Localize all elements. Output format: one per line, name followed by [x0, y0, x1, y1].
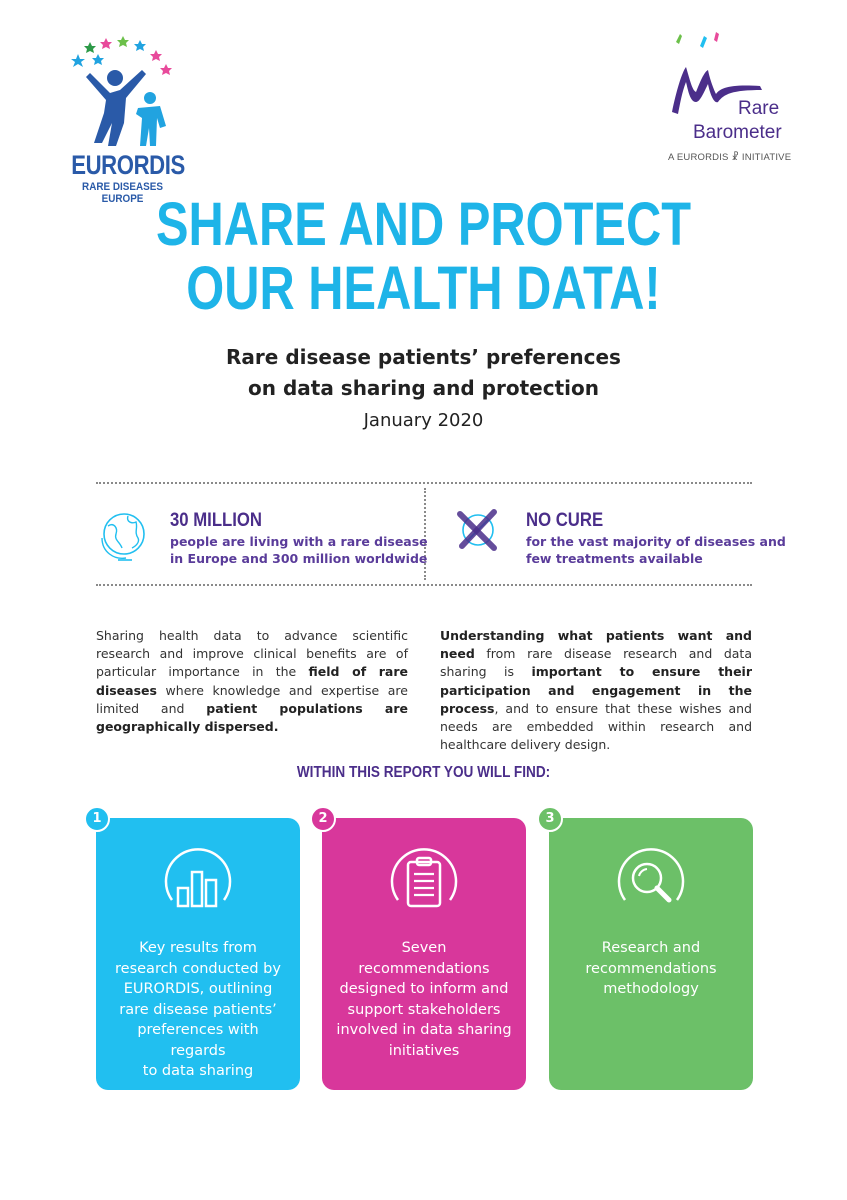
bold-run: field of rare diseases: [96, 664, 408, 698]
bold-run: Understanding what patients want and need: [440, 628, 752, 662]
fact-line: in Europe and 300 million worldwide: [170, 551, 428, 566]
bar-chart-icon: [158, 844, 238, 924]
fact-headline: 30 MILLION: [170, 510, 262, 531]
fact-description: [170, 533, 430, 567]
card-line: Key results from: [139, 940, 257, 956]
subtitle: [0, 342, 847, 404]
card-line: methodology: [603, 981, 699, 997]
eurordis-name: EURORDIS: [71, 150, 185, 180]
text-run: Sharing health data to advance scientific research and improve clinical benefits are of particular importance in the: [96, 628, 408, 680]
subtitle-line-1: Rare disease patients’ preferences: [226, 345, 621, 369]
eurordis-logo: [60, 28, 185, 205]
card-line: Seven recommendations: [358, 940, 490, 977]
card-line: research conducted by: [115, 960, 281, 977]
rare-barometer-logo: [660, 32, 810, 172]
card-line: to data sharing: [142, 1063, 254, 1079]
facts-panel: [96, 482, 786, 586]
crossed-pill-icon: [456, 508, 500, 552]
intro-paragraph-left: [96, 627, 408, 736]
card-line: Research and: [601, 940, 701, 956]
card-number-badge: 2: [310, 806, 336, 832]
card-line: involved in data sharing: [336, 1022, 512, 1038]
title-line-1: SHARE AND PROTECT: [155, 190, 692, 258]
intro-paragraph-right: [440, 627, 752, 754]
text-run: from rare disease research and data sharing is: [440, 646, 752, 680]
publication-date: January 2020: [363, 410, 484, 431]
eurordis-tagline: RARE DISEASES EUROPE: [82, 181, 163, 205]
card-line: support stakeholders: [347, 1001, 501, 1018]
card-line: preferences with regards: [137, 1022, 259, 1059]
subtitle-line-2: on data sharing and protection: [248, 376, 599, 400]
card-line: EURORDIS, outlining: [123, 981, 273, 997]
card-number-badge: 1: [84, 806, 110, 832]
report-card-recommendations: [318, 811, 526, 1090]
initiative-caption: A EURORDIS ☧ INITIATIVE: [668, 152, 792, 163]
report-card-key-results: [92, 811, 300, 1090]
card-number-badge: 3: [537, 806, 563, 832]
clipboard-icon: [384, 844, 464, 924]
fact-headline: NO CURE: [526, 510, 604, 531]
card-line: initiatives: [388, 1042, 460, 1059]
fact-line: for the vast majority of diseases and: [526, 534, 786, 549]
card-line: recommendations: [585, 960, 717, 977]
fact-line: people are living with a rare disease: [170, 534, 428, 549]
card-line: designed to inform and: [339, 981, 509, 997]
card-line: rare disease patients’: [119, 1001, 277, 1018]
fact-description: [526, 533, 786, 567]
bold-run: important to ensure their participation and engagement in the process: [440, 664, 752, 716]
magnifier-icon: [611, 844, 691, 924]
title-line-2: OUR HEALTH DATA!: [186, 254, 661, 322]
text-run: where knowledge and expertise are limited and: [96, 682, 408, 716]
section-heading: WITHIN THIS REPORT YOU WILL FIND:: [296, 764, 551, 781]
card-description: [334, 938, 514, 1061]
rare-word: Rare: [738, 98, 780, 119]
page-title: [85, 192, 763, 320]
card-description: [561, 938, 741, 1000]
card-description: [108, 938, 288, 1082]
globe-icon: [96, 508, 152, 564]
people-icon: [80, 68, 170, 148]
report-card-methodology: [545, 811, 753, 1090]
fact-line: few treatments available: [526, 551, 703, 566]
barometer-word: Barometer: [693, 122, 782, 143]
bold-run: patient populations are geographically dispersed.: [96, 700, 408, 735]
text-run: , and to ensure that these wishes and needs are embedded within research and healthcare delivery design.: [440, 700, 752, 753]
